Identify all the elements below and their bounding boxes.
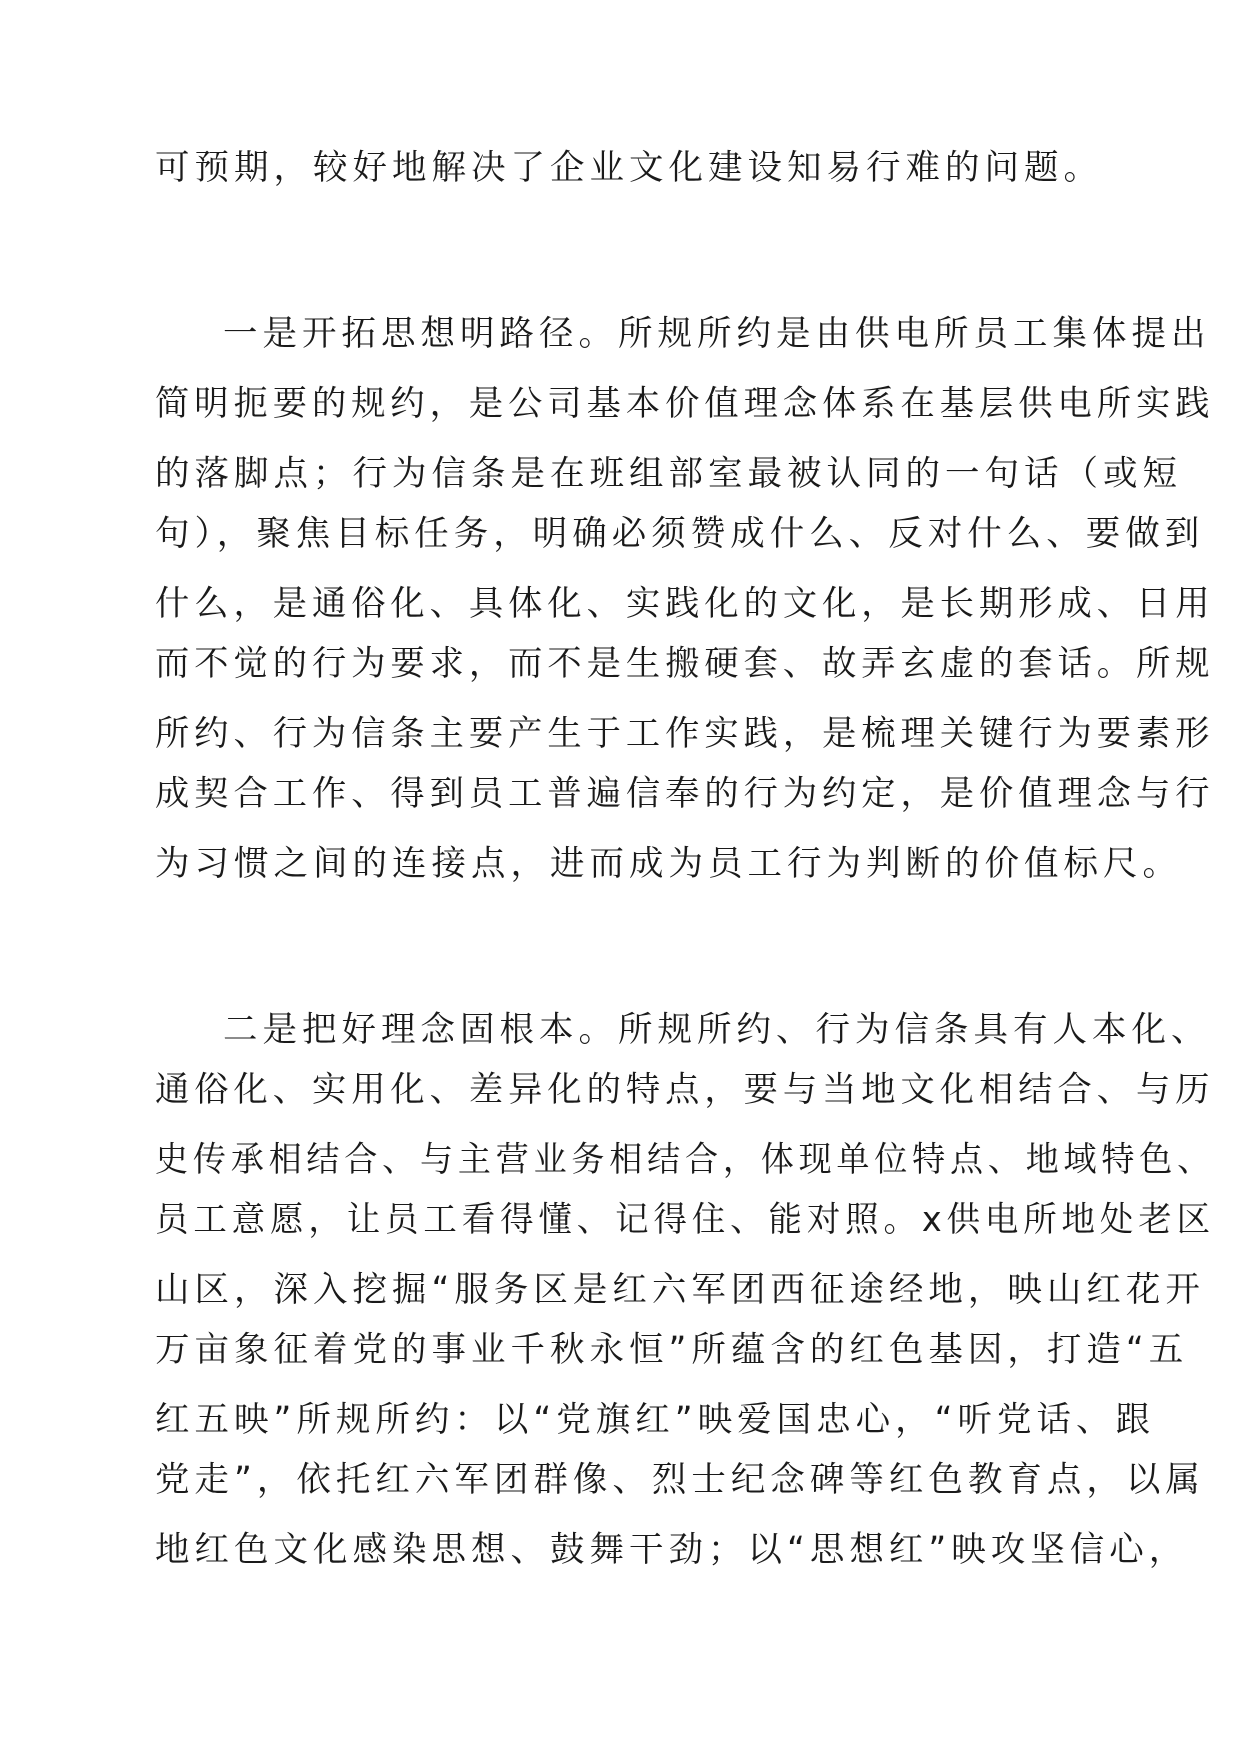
text-line: 的落脚点；行为信条是在班组部室最被认同的一句话（或短: [155, 454, 1182, 494]
paragraph-first-line: 一是开拓思想明路径。所规所约是由供电所员工集体提出: [223, 314, 1211, 354]
text-line: 所约、行为信条主要产生于工作实践，是梳理关键行为要素形: [155, 714, 1215, 754]
text-line: 员工意愿，让员工看得懂、记得住、能对照。x供电所地处老区: [155, 1200, 1215, 1240]
text-line: 史传承相结合、与主营业务相结合，体现单位特点、地域特色、: [155, 1140, 1215, 1180]
paragraph-first-line: 二是把好理念固根本。所规所约、行为信条具有人本化、: [223, 1010, 1211, 1050]
text-line: 什么，是通俗化、具体化、实践化的文化，是长期形成、日用: [155, 584, 1215, 624]
text-line: 可预期，较好地解决了企业文化建设知易行难的问题。: [155, 148, 1103, 188]
text-line: 句），聚焦目标任务，明确必须赞成什么、反对什么、要做到: [155, 514, 1205, 554]
text-line: 为习惯之间的连接点，进而成为员工行为判断的价值标尺。: [155, 844, 1182, 884]
text-line: 通俗化、实用化、差异化的特点，要与当地文化相结合、与历: [155, 1070, 1215, 1110]
text-line: 山区，深入挖掘“服务区是红六军团西征途经地，映山红花开: [155, 1270, 1205, 1310]
text-line: 成契合工作、得到员工普遍信奉的行为约定，是价值理念与行: [155, 774, 1215, 814]
text-line: 而不觉的行为要求，而不是生搬硬套、故弄玄虚的套话。所规: [155, 644, 1215, 684]
text-line: 党走”，依托红六军团群像、烈士纪念碑等红色教育点，以属: [155, 1460, 1205, 1500]
text-line: 红五映”所规所约：以“党旗红”映爱国忠心，“听党话、跟: [155, 1400, 1155, 1440]
text-line: 万亩象征着党的事业千秋永恒”所蕴含的红色基因，打造“五: [155, 1330, 1189, 1370]
text-line: 简明扼要的规约，是公司基本价值理念体系在基层供电所实践: [155, 384, 1215, 424]
text-line: 地红色文化感染思想、鼓舞干劲；以“思想红”映攻坚信心，: [155, 1530, 1189, 1570]
